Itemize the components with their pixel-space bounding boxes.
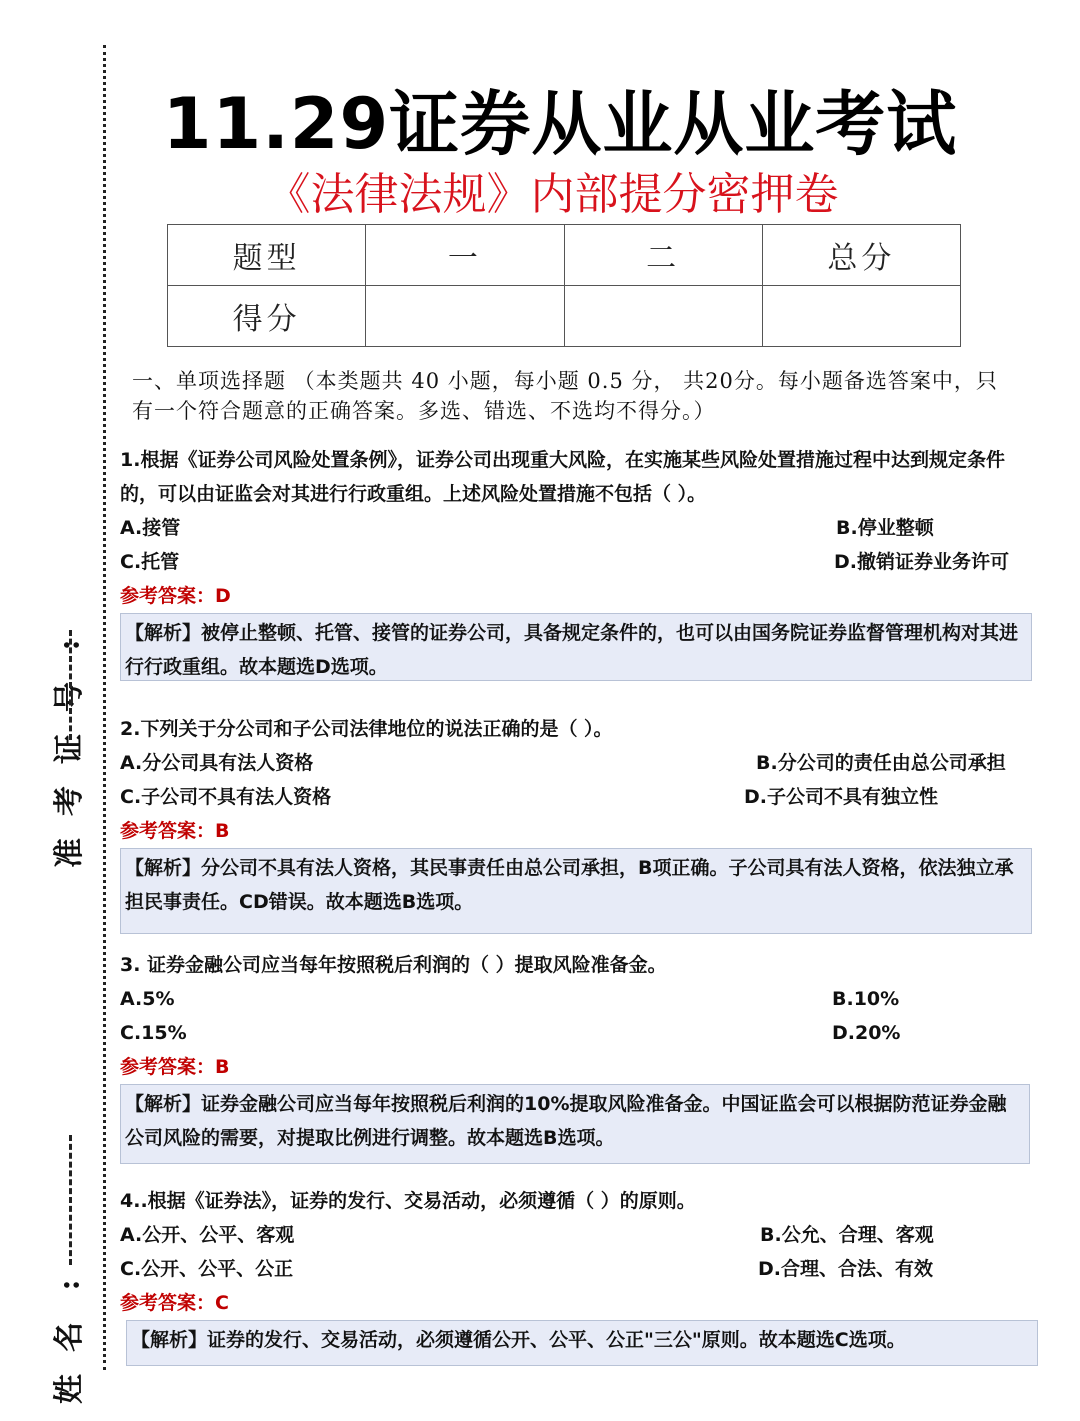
option-row xyxy=(120,780,1030,814)
option-c[interactable]: C.托管 xyxy=(120,551,180,573)
option-c[interactable]: C.公开、公平、公正 xyxy=(120,1258,294,1280)
option-a[interactable]: A.公开、公平、客观 xyxy=(120,1224,295,1246)
score-cell: 二 xyxy=(564,225,762,286)
question-text: 3. 证券金融公司应当每年按照税后利润的（ ）提取风险准备金。 xyxy=(120,954,667,976)
reference-answer: 参考答案：B xyxy=(120,1056,230,1078)
name-blank[interactable] xyxy=(40,1135,100,1265)
name-label: : 名 姓 xyxy=(51,1279,87,1404)
question-3 xyxy=(120,948,1030,1164)
page-title: 11.29证券从业从业考试 xyxy=(162,83,958,165)
option-b[interactable]: B.分公司的责任由总公司承担 xyxy=(756,752,1006,774)
score-table xyxy=(167,224,961,347)
option-c[interactable]: C.子公司不具有法人资格 xyxy=(120,786,332,808)
option-c[interactable]: C.15% xyxy=(120,1022,187,1044)
reference-answer: 参考答案：C xyxy=(120,1292,229,1314)
analysis-box: 【解析】证券金融公司应当每年按照税后利润的10%提取风险准备金。中国证监会可以根据防范证券金融公司风险的需要，对提取比例进行调整。故本题选B选项。 xyxy=(120,1084,1030,1164)
option-row xyxy=(120,511,1030,545)
binding-dotted-line xyxy=(103,45,106,1370)
score-table-header-row xyxy=(168,225,961,286)
question-text: 4..根据《证券法》，证券的发行、交易活动，必须遵循（ ）的原则。 xyxy=(120,1190,696,1212)
reference-answer: 参考答案：B xyxy=(120,820,230,842)
question-2 xyxy=(120,712,1030,934)
score-cell: 题型 xyxy=(168,225,366,286)
option-b[interactable]: B.10% xyxy=(832,988,900,1010)
question-1 xyxy=(120,443,1030,681)
option-a[interactable]: A.分公司具有法人资格 xyxy=(120,752,314,774)
option-a[interactable]: A.5% xyxy=(120,988,175,1010)
option-a[interactable]: A.接管 xyxy=(120,517,181,539)
option-d[interactable]: D.撤销证券业务许可 xyxy=(834,551,1009,573)
exam-id-label: : 号 证 考 准 xyxy=(51,639,87,868)
score-blank-cell[interactable] xyxy=(564,286,762,347)
option-row xyxy=(120,545,1030,579)
option-row xyxy=(120,982,1030,1016)
score-cell: 一 xyxy=(366,225,564,286)
analysis-box: 【解析】被停止整顿、托管、接管的证券公司，具备规定条件的，也可以由国务院证券监督管理机构对其进行行政重组。故本题选D选项。 xyxy=(120,613,1032,681)
page-subtitle: 《法律法规》内部提分密押卷 xyxy=(266,169,839,220)
exam-id-blank[interactable] xyxy=(40,630,100,740)
score-blank-cell[interactable] xyxy=(366,286,564,347)
option-row xyxy=(120,1016,1030,1050)
score-blank-cell[interactable] xyxy=(762,286,960,347)
option-b[interactable]: B.停业整顿 xyxy=(836,517,934,539)
question-4 xyxy=(120,1184,1030,1366)
score-cell: 总分 xyxy=(762,225,960,286)
option-row xyxy=(120,1252,1030,1286)
option-row xyxy=(120,746,1030,780)
analysis-box: 【解析】分公司不具有法人资格，其民事责任由总公司承担，B项正确。子公司具有法人资格，依法独立承担民事责任。CD错误。故本题选B选项。 xyxy=(120,848,1032,934)
option-d[interactable]: D.20% xyxy=(832,1022,901,1044)
option-row xyxy=(120,1218,1030,1252)
option-b[interactable]: B.公允、合理、客观 xyxy=(760,1224,934,1246)
question-text: 2.下列关于分公司和子公司法律地位的说法正确的是（ ）。 xyxy=(120,718,613,740)
option-d[interactable]: D.合理、合法、有效 xyxy=(758,1258,933,1280)
question-text: 1.根据《证券公司风险处置条例》，证券公司出现重大风险，在实施某些风险处置措施过程中达到规定条件的，可以由证监会对其进行行政重组。上述风险处置措施不包括（ ）。 xyxy=(120,449,1005,505)
score-cell: 得分 xyxy=(168,286,366,347)
reference-answer: 参考答案：D xyxy=(120,585,231,607)
score-table-score-row xyxy=(168,286,961,347)
option-d[interactable]: D.子公司不具有独立性 xyxy=(744,786,938,808)
analysis-box: 【解析】证券的发行、交易活动，必须遵循公开、公平、公正"三公"原则。故本题选C选项。 xyxy=(126,1320,1038,1366)
section-intro: 一、单项选择题 （本类题共 40 小题，每小题 0.5 分， 共20分。每小题备选答案中，只有一个符合题意的正确答案。多选、错选、不选均不得分。） xyxy=(132,369,998,423)
